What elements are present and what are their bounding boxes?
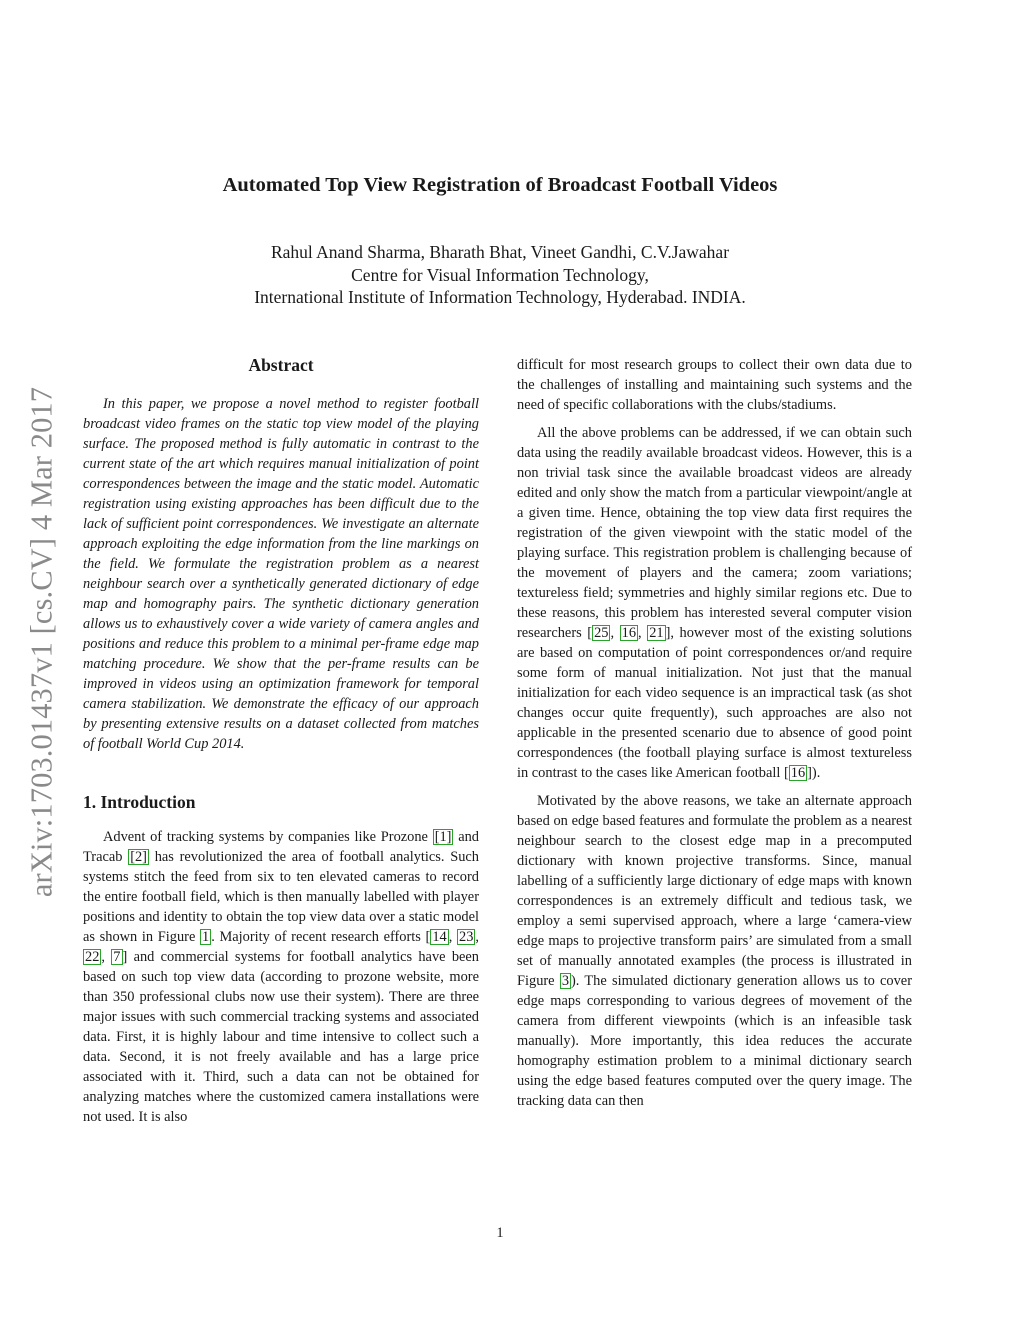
text-run: Motivated by the above reasons, we take an alternate approach based on edge based features and formulate the problem as a nearest neighbour search to the closest edge map in a precomputed dictionary with known projective transforms. Since, manual labelling of a sufficiently large dictionary of edge maps with known correspondences is an extremely difficult and tedious task, we employ a semi supervised approach, where a large ‘camera-view edge maps to projective transform pairs’ are simulated from a small set of manually annotated examples (the process is illustrated in Figure xyxy=(517,793,912,989)
text-run: ] and commercial systems for football analytics have been based on such top view data (according to prozone website, more than 350 professional clubs now use their system). There are three major issues with such commercial tracking systems and associated data. First, it is highly labour and time intensive to collect such a data. Second, it is not freely available and has a large price associated with it. Third, such a data can not be obtained for analyzing matches where the customized camera installations were not used. It is also xyxy=(83,949,479,1125)
arxiv-sidebar xyxy=(24,355,60,930)
right-paragraph-2 xyxy=(517,791,912,1111)
author-block xyxy=(0,241,1000,309)
text-run: ]). xyxy=(807,765,821,781)
left-column xyxy=(83,355,479,1135)
citation-link[interactable]: 23 xyxy=(459,929,474,945)
text-run: , xyxy=(101,949,112,965)
right-paragraph-0: difficult for most research groups to collect their own data due to the challenges of installing and maintaining such systems and the need of specific collaborations with the clubs/stadiums. xyxy=(517,357,912,413)
citation-link[interactable]: 21 xyxy=(649,625,664,641)
affiliation-line-2: International Institute of Information Technology, Hyderabad. INDIA. xyxy=(254,287,746,307)
citation-link[interactable]: [1] xyxy=(434,829,452,845)
text-run: has revolutionized the area of football analytics. Such systems stitch the feed from six to ten elevated cameras to record the entire football field, which is then manually labelled with player positions and identity to obtain the top view data over a static model as shown in Figure xyxy=(83,849,479,945)
introduction-heading: 1. Introduction xyxy=(83,792,196,812)
text-run: ). The simulated dictionary generation allows us to cover edge maps corresponding to various degrees of movement of the camera from different viewpoints (which is an infeasible task manually). More importantly, this idea reduces the accurate homography estimation problem to a minimal dictionary search using the edge based features computed over the query image. The tracking data can then xyxy=(517,973,912,1109)
abstract-body: In this paper, we propose a novel method to register football broadcast video frames on the static top view model of the playing surface. The proposed method is fully automatic in contrast to the current state of the art which requires manual initialization of point correspondences between the image and the static model. Automatic registration using existing approaches has been difficult due to the lack of sufficient point correspondences. We investigate an alternate approach exploiting the edge information from the line markings on the field. We formulate the registration problem as a nearest neighbour search over a synthetically generated dictionary of edge map and homography pairs. The synthetic dictionary generation allows us to exhaustively cover a wide variety of camera angles and positions and reduce this problem to a minimal per-frame edge map matching procedure. We show that the per-frame results can be improved in videos using an optimization framework for temporal camera stabilization. We demonstrate the efficacy of our approach by presenting extensive results on a dataset collected from matches of football World Cup 2014. xyxy=(83,396,479,752)
text-run: , xyxy=(475,929,479,945)
text-run: . Majority of recent research efforts [ xyxy=(211,929,431,945)
citation-link[interactable]: 16 xyxy=(621,625,637,641)
arxiv-stamp: arXiv:1703.01437v1 [cs.CV] 4 Mar 2017 xyxy=(24,386,59,898)
text-run: , xyxy=(610,625,620,641)
paper-title: Automated Top View Registration of Broadcast Football Videos xyxy=(222,174,778,196)
citation-link[interactable]: 14 xyxy=(432,929,447,945)
text-run: Advent of tracking systems by companies like Prozone xyxy=(103,829,433,845)
intro-paragraph-1 xyxy=(83,827,479,1127)
figure-link[interactable]: 1 xyxy=(202,929,210,945)
right-column xyxy=(517,355,912,1119)
affiliation-line-1: Centre for Visual Information Technology, xyxy=(351,264,649,285)
text-run: ], however most of the existing solutions are based on computation of point correspondences or/and require some form of manual initialization. Not just that the manual initialization for each video sequence is an impractical task (as shot changes occur quite frequently), such approaches are also not applicable in the presented scenario due to absence of good point correspondences (the football playing surface is almost textureless in contrast to the cases like American football [ xyxy=(517,625,913,781)
text-run: All the above problems can be addressed, if we can obtain such data using the readily available broadcast videos. However, this is a non trivial task since the available broadcast videos are already edited and only show the match from a particular viewpoint/angle at a given time. Hence, obtaining the top view data first requires the registration of the given viewpoint with the static model of the playing surface. This registration problem is challenging because of the movement of players and the camera; zoom variations; textureless field; symmetries and highly similar regions etc. Due to these reasons, this problem has interested several computer vision researchers [ xyxy=(517,425,912,641)
author-names: Rahul Anand Sharma, Bharath Bhat, Vineet Gandhi, C.V.Jawahar xyxy=(270,242,730,262)
page-number: 1 xyxy=(496,1225,504,1241)
text-run: , xyxy=(638,625,648,641)
text-run: and Tracab xyxy=(83,829,479,865)
citation-link[interactable]: 16 xyxy=(790,765,806,781)
text-run: , xyxy=(448,929,457,945)
right-paragraph-1 xyxy=(517,423,912,783)
figure-link[interactable]: 3 xyxy=(561,973,570,989)
citation-link[interactable]: [2] xyxy=(130,849,147,865)
citation-link[interactable]: 25 xyxy=(594,625,609,641)
citation-link[interactable]: 22 xyxy=(85,949,100,965)
citation-link[interactable]: 7 xyxy=(113,949,121,965)
abstract-heading: Abstract xyxy=(248,355,314,375)
